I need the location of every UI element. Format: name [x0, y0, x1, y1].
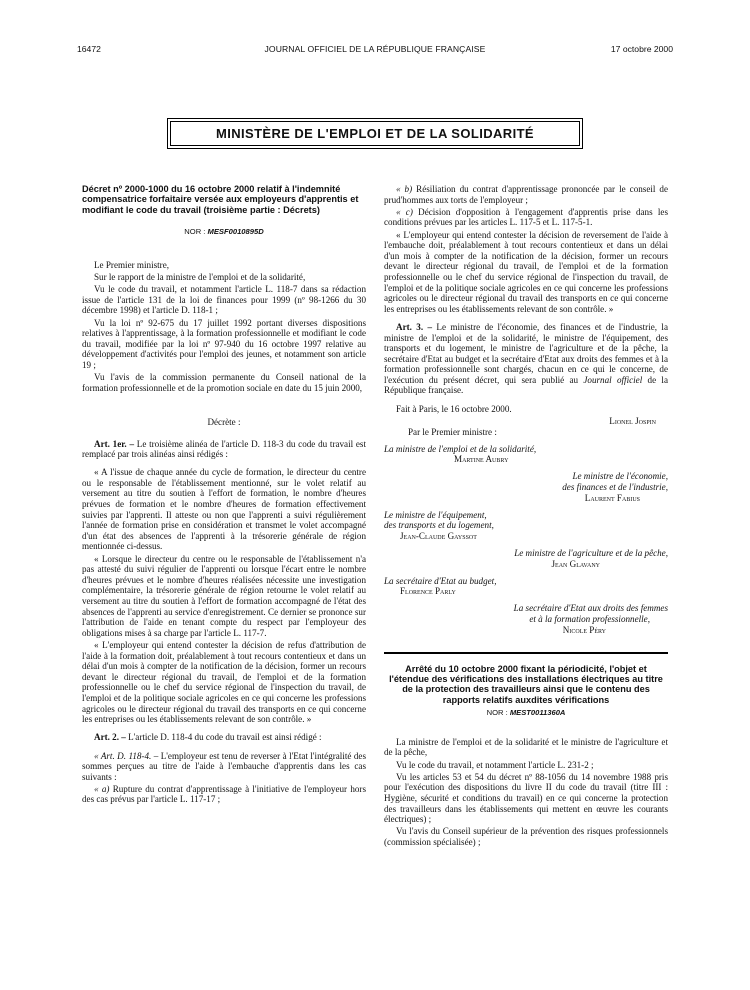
signature-2-title-b: des finances et de l'industrie,	[562, 482, 668, 493]
nor-label: NOR :	[184, 227, 206, 237]
decret-rapport: Sur le rapport de la ministre de l'emploi et de la solidarité,	[94, 272, 306, 282]
decret-vu-avis: Vu l'avis de la commission permanente du Conseil national de la formation professionnelle et de la promotion sociale en date du 15 juin 2000,	[82, 372, 366, 393]
quote-paragraph-2: « Lorsque le directeur du centre ou le responsable de l'établissement n'a pas attesté du suivi régulier de l'apprenti ou lorsque l'écart entre le nombre d'heures prévues et le nombre d'heures réalisées nécessite une investigation complémentaire, la trésorerie générale de région retourne le volet relatif au versement au titre du soutien à l'effort de formation accompagné de l'état des absences de l'apprenti au service d'enregistrement. Ce dernier se prononce sur l'attribution de l'aide en tenant compte du respect par l'employeur des obligations mises à sa charge par l'article L. 117-7.	[82, 553, 366, 638]
quote-item-a-text: Rupture du contrat d'apprentissage à l'initiative de l'employeur hors des cas prévus par l'article L. 117-17 ;	[82, 783, 367, 805]
signatory-name: Lionel Jospin	[609, 416, 656, 427]
quote-item-c	[384, 207, 668, 228]
article-3-journal: Journal officiel	[583, 374, 643, 385]
article-2-label: Art. 2. –	[94, 732, 126, 743]
signature-4-name: Jean Glavany	[551, 558, 600, 569]
arrete-title: Arrêté du 10 octobre 2000 fixant la périodicité, l'objet et l'étendue des vérifications des installations électriques au titre de la protection des travailleurs ainsi que le contenu des rapports relatifs auxdites vérifications	[389, 663, 663, 705]
signature-2-title-a: Le ministre de l'économie,	[572, 471, 668, 482]
quote-article-d118-4	[82, 751, 366, 783]
issue-date: 17 octobre 2000	[610, 44, 673, 54]
page-number: 16472	[77, 44, 101, 54]
ministry-heading: MINISTÈRE DE L'EMPLOI ET DE LA SOLIDARITÉ	[215, 126, 535, 141]
arrete-vu-code: Vu le code du travail, et notamment l'article L. 231-2 ;	[396, 759, 594, 770]
signature-3-title-a: Le ministre de l'équipement,	[384, 509, 487, 520]
nor-code: MESF0010895D	[207, 227, 264, 237]
signature-6-title-a: La secrétaire d'Etat aux droits des femmes	[513, 603, 668, 614]
quote-item-c-label: « c)	[396, 206, 413, 217]
fait-a-paris: Fait à Paris, le 16 octobre 2000.	[396, 403, 512, 414]
journal-title: JOURNAL OFFICIEL DE LA RÉPUBLIQUE FRANÇAISE	[264, 44, 486, 54]
article-2	[82, 732, 366, 743]
arrete-nor-code: MEST0011360A	[509, 708, 566, 718]
arrete-nor-label: NOR :	[486, 708, 508, 718]
signature-3-name: Jean-Claude Gayssot	[400, 531, 477, 542]
par-le-premier-ministre: Par le Premier ministre :	[408, 426, 497, 437]
arrete-ministers: La ministre de l'emploi et de la solidarité et le ministre de l'agriculture et de la pêche,	[384, 736, 668, 758]
signature-1-title: La ministre de l'emploi et de la solidarité,	[384, 443, 537, 454]
quote-item-a	[82, 784, 366, 805]
signature-1-name: Martine Aubry	[454, 454, 509, 465]
article-1-text: Le troisième alinéa de l'article D. 118-3 du code du travail est remplacé par trois alinéas ainsi rédigés :	[82, 438, 366, 460]
article-1-label: Art. 1er. –	[94, 438, 135, 449]
signature-5-title: La secrétaire d'Etat au budget,	[384, 575, 497, 586]
article-3-text-b: de la République française.	[384, 374, 668, 396]
arrete-vu-decret: Vu les articles 53 et 54 du décret nº 88-1056 du 14 novembre 1988 pris pour l'exécution des dispositions du livre II du code du travail (titre III : Hygiène, sécurité et conditions du travail) en ce qui concerne la protection des travailleurs dans les établissements qui mettent en œuvre les courants électriques) ;	[384, 771, 668, 825]
arrete-nor	[384, 708, 668, 719]
article-3	[384, 322, 668, 396]
signature-6-title-b: et à la formation professionnelle,	[529, 614, 650, 624]
quote-paragraph-reversement: « L'employeur qui entend contester la décision de reversement de l'aide à l'embauche doit, préalablement à tout recours contentieux et dans un délai d'un mois à compter de la notification de la décision, former un recours devant le directeur régional du travail, de l'emploi et de la formation professionnelle ou le chef du service régional de l'inspection du travail, de l'emploi et de la politique sociale agricoles en ce qui concerne les professions agricoles ou le directeur régional du travail des transports en ce qui concerne les entreprises ou les établissements relevant de son contrôle. »	[384, 229, 668, 314]
premier-ministre: Le Premier ministre,	[94, 259, 170, 270]
decret-title: Décret nº 2000-1000 du 16 octobre 2000 relatif à l'indemnité compensatrice forfaitaire versée aux employeurs d'apprentis et modifiant le code du travail (troisième partie : Décrets)	[82, 184, 359, 215]
signature-5-name: Florence Parly	[400, 586, 456, 597]
right-column	[384, 184, 668, 849]
quote-article-d118-4-label: « Art. D. 118-4. –	[94, 750, 159, 761]
article-3-text-a: Le ministre de l'économie, des finances et de l'industrie, la ministre de l'emploi et de la solidarité, le ministre de l'équipement, des transports et du logement, le ministre de l'agriculture et de la pêche, la secrétaire d'Etat au budget et la secrétaire d'Etat aux droits des femmes et à la formation professionnelle sont chargés, chacun en ce qui le concerne, de l'exécution du présent décret, qui sera publié au	[384, 321, 668, 385]
left-column	[82, 184, 366, 807]
quote-item-b	[384, 184, 668, 205]
decrete-heading: Décrète :	[207, 416, 241, 427]
decret-vu-code: Vu le code du travail, et notamment l'article L. 118-7 dans sa rédaction issue de l'article 131 de la loi de finances pour 1999 (nº 98-1266 du 30 décembre 1998) et l'article D. 118-1 ;	[82, 284, 366, 316]
signature-3-title-b: des transports et du logement,	[384, 520, 494, 531]
article-2-text: L'article D. 118-4 du code du travail est ainsi rédigé :	[128, 732, 322, 743]
quote-item-b-text: Résiliation du contrat d'apprentissage prononcée par le conseil de prud'hommes aux torts de l'employeur ;	[384, 184, 669, 205]
signature-4-title: Le ministre de l'agriculture et de la pêche,	[514, 548, 668, 559]
signatures	[384, 404, 668, 636]
arrete-vu-avis: Vu l'avis du Conseil supérieur de la prévention des risques professionnels (commission spécialisée) ;	[384, 826, 668, 847]
quote-article-d118-4-text: L'employeur est tenu de reverser à l'Etat l'intégralité des sommes perçues au titre de l'aide à l'embauche d'apprentis dans les cas suivants :	[82, 750, 366, 782]
quote-item-a-label: « a)	[94, 783, 110, 794]
ministry-heading-box	[170, 121, 580, 146]
section-divider	[384, 652, 668, 654]
quote-paragraph-1: « A l'issue de chaque année du cycle de formation, le directeur du centre ou le responsable de l'établissement mentionné, sur le volet relatif au versement au titre du soutien à l'effort de formation, le nombre d'heures prévues de formation et le nombre d'heures de formation effectivement suivies par l'apprenti. Il atteste ou non que l'apprenti a suivi régulièrement l'année de formation prise en considération et transmet le volet accompagné d'un état des absences de l'apprenti à la trésorerie générale de région mentionnée ci-dessus.	[82, 467, 366, 552]
signature-2-name: Laurent Fabius	[584, 492, 640, 503]
decret-nor	[82, 227, 366, 238]
signature-6-name: Nicole Péry	[562, 624, 606, 635]
quote-paragraph-3: « L'employeur qui entend contester la décision de refus d'attribution de l'aide à la formation doit, préalablement à tout recours contentieux et dans un délai d'un mois à compter de la notification de la décision, former un recours devant le directeur régional du travail, de l'emploi et de la formation professionnelle ou le chef du service régional de l'inspection du travail, de l'emploi et de la politique sociale agricoles en ce qui concerne les professions agricoles ou le directeur régional du travail des transports en ce qui concerne les entreprises ou les établissements relevant de son contrôle. »	[82, 639, 366, 725]
article-1	[82, 439, 366, 460]
decret-vu-loi: Vu la loi nº 92-675 du 17 juillet 1992 portant diverses dispositions relatives à l'apprentissage, à la formation professionnelle et modifiant le code du travail, modifiée par la loi nº 97-940 du 16 octobre 1997 relative au développement d'activités pour l'emploi des jeunes, et notamment son article 19 ;	[82, 317, 366, 370]
article-3-label: Art. 3. –	[396, 321, 433, 332]
quote-item-c-text: Décision d'opposition à l'engagement d'apprentis prise dans les conditions prévues par les articles L. 117-5 et L. 117-5-1.	[384, 206, 668, 228]
quote-item-b-label: « b)	[396, 184, 413, 194]
running-header	[0, 44, 750, 58]
